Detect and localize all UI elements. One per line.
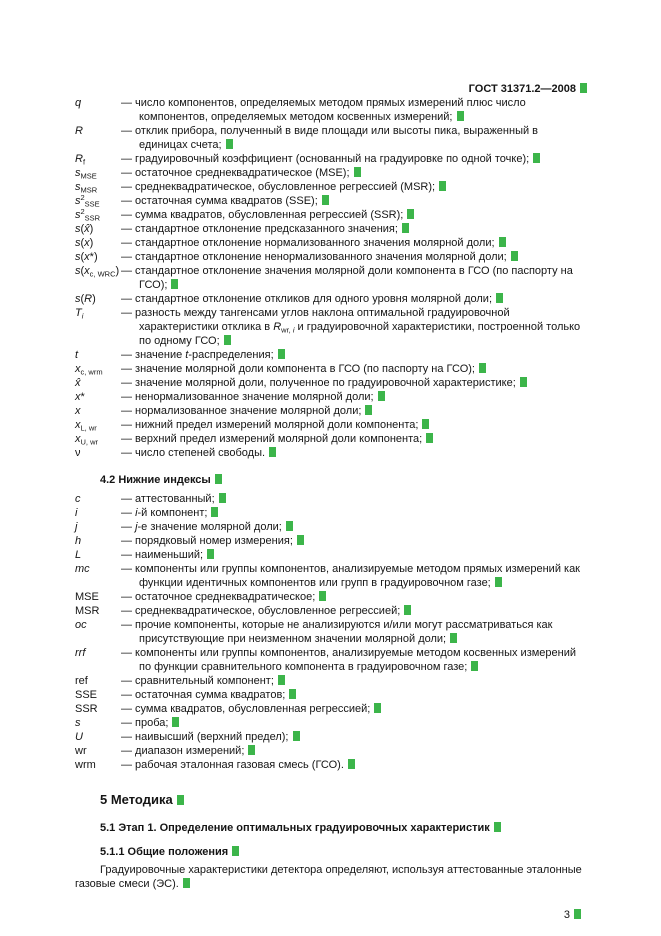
index-row — [75, 506, 587, 520]
index-row — [75, 716, 587, 730]
symbol-row — [75, 348, 587, 362]
symbol-row — [75, 446, 587, 460]
index-row — [75, 562, 587, 590]
symbol-definition: — разность между тангенсами углов наклона оптимальной градуировочной характеристики отклика в $R_{wr, i}$ и градуировочной характеристики, построенной только по одному ГСО; — [121, 306, 587, 348]
index-definition: — порядковый номер измерения; — [121, 534, 587, 548]
section-heading-5-1: 5.1 Этап 1. Определение оптимальных градуировочных характеристик — [100, 821, 587, 835]
symbol-definition: — стандартное отклонение откликов для одного уровня молярной доли; — [121, 292, 587, 306]
symbol-definition: — сумма квадратов, обусловленная регрессией (SSR); — [121, 208, 587, 222]
symbol-term: $x_{L, wr}$ — [75, 419, 97, 433]
symbol-definition: — верхний предел измерений молярной доли компонента; — [121, 432, 587, 446]
index-term: wrm — [75, 759, 96, 771]
index-definition: — диапазон измерений; — [121, 744, 587, 758]
index-row — [75, 548, 587, 562]
index-row — [75, 702, 587, 716]
index-row — [75, 604, 587, 618]
symbol-term: $s_{MSE}$ — [75, 167, 97, 181]
symbol-row — [75, 404, 587, 418]
symbol-row — [75, 362, 587, 376]
symbol-row — [75, 208, 587, 222]
index-term: oc — [75, 619, 87, 631]
symbol-definition: — число степеней свободы. — [121, 446, 587, 460]
symbol-definition: — среднеквадратическое, обусловленное регрессией (MSR); — [121, 180, 587, 194]
symbol-definition: — значение молярной доли компонента в ГСО (по паспорту на ГСО); — [121, 362, 587, 376]
index-term: j — [75, 521, 78, 533]
symbol-row — [75, 152, 587, 166]
symbol-term: s(R) — [75, 293, 96, 305]
index-definition: — аттестованный; — [121, 492, 587, 506]
symbol-row — [75, 180, 587, 194]
symbol-definition: — стандартное отклонение значения молярной доли компонента в ГСО (по паспорту на ГСО); — [121, 264, 587, 292]
symbol-row — [75, 236, 587, 250]
symbol-row — [75, 376, 587, 390]
page-content — [75, 96, 587, 891]
index-definition: — проба; — [121, 716, 587, 730]
index-term: c — [75, 493, 81, 505]
symbol-term: $R_f$ — [75, 153, 86, 167]
index-definition: — сравнительный компонент; — [121, 674, 587, 688]
index-row — [75, 590, 587, 604]
symbol-definition: — стандартное отклонение ненормализованного значения молярной доли; — [121, 250, 587, 264]
symbol-term: x̂ — [75, 377, 81, 389]
index-row — [75, 618, 587, 646]
symbol-definition: — остаточная сумма квадратов (SSE); — [121, 194, 587, 208]
symbol-definition: — ненормализованное значение молярной доли; — [121, 390, 587, 404]
symbol-term: $T_i$ — [75, 307, 84, 321]
index-term: wr — [75, 745, 87, 757]
intro-paragraph: Градуировочные характеристики детектора определяют, используя аттестованные эталонные газовые смеси (ЭС). — [75, 863, 587, 891]
symbol-definition: — значение t-распределения; — [121, 348, 587, 362]
symbol-definition: — нижний предел измерений молярной доли компонента; — [121, 418, 587, 432]
symbol-row — [75, 390, 587, 404]
symbol-term: x — [75, 405, 81, 417]
index-definition: — прочие компоненты, которые не анализируются и/или могут рассматриваться как присутствующие при неизменном значении молярной доли; — [121, 618, 587, 646]
index-term: i — [75, 507, 78, 519]
indices-list — [75, 492, 587, 772]
symbols-list — [75, 96, 587, 460]
symbol-definition: — отклик прибора, полученный в виде площади или высоты пика, выраженный в единицах счета; — [121, 124, 587, 152]
symbol-row — [75, 166, 587, 180]
index-definition: — сумма квадратов, обусловленная регрессией; — [121, 702, 587, 716]
index-term: U — [75, 731, 83, 743]
index-definition: — i-й компонент; — [121, 506, 587, 520]
index-term: MSE — [75, 591, 99, 603]
symbol-term: $x_{c, wrm}$ — [75, 363, 103, 377]
index-definition: — компоненты или группы компонентов, анализируемые методом прямых измерений как функции идентичных компонентов или групп в градуировочном газе; — [121, 562, 587, 590]
index-definition: — наивысший (верхний предел); — [121, 730, 587, 744]
section-heading-4-2: 4.2 Нижние индексы — [100, 473, 587, 487]
symbol-term: s(x̂) — [75, 223, 94, 235]
symbol-definition: — остаточное среднеквадратическое (MSE); — [121, 166, 587, 180]
symbol-term: ν — [75, 447, 81, 459]
index-definition: — среднеквадратическое, обусловленное регрессией; — [121, 604, 587, 618]
index-term: MSR — [75, 605, 100, 617]
index-term: SSR — [75, 703, 98, 715]
symbol-row — [75, 264, 587, 292]
symbol-term: $x_{U, wr}$ — [75, 433, 98, 447]
symbol-definition: — стандартное отклонение предсказанного значения; — [121, 222, 587, 236]
symbol-term: $s_{MSR}$ — [75, 181, 98, 195]
index-term: ref — [75, 675, 88, 687]
index-term: mc — [75, 563, 90, 575]
section-heading-5: 5 Методика — [100, 793, 587, 807]
index-row — [75, 744, 587, 758]
index-definition: — j-е значение молярной доли; — [121, 520, 587, 534]
symbol-row — [75, 96, 587, 124]
index-definition: — рабочая эталонная газовая смесь (ГСО). — [121, 758, 587, 772]
symbol-term: $s(x_{c, WRC})$ — [75, 265, 120, 279]
symbol-term: q — [75, 97, 82, 109]
section-heading-5-1-1: 5.1.1 Общие положения — [100, 845, 587, 859]
symbol-term: t — [75, 349, 79, 361]
symbol-term: $s^2_{SSE}$ — [75, 193, 100, 209]
index-term: L — [75, 549, 82, 561]
symbol-term: R — [75, 125, 83, 137]
index-row — [75, 492, 587, 506]
index-row — [75, 730, 587, 744]
index-term: SSE — [75, 689, 98, 701]
symbol-definition: — значение молярной доли, полученное по градуировочной характеристике; — [121, 376, 587, 390]
symbol-row — [75, 194, 587, 208]
index-row — [75, 688, 587, 702]
symbol-term: $s^2_{SSR}$ — [75, 207, 101, 223]
page-number: 3 — [564, 908, 581, 922]
symbol-row — [75, 222, 587, 236]
doc-number: ГОСТ 31371.2—2008 — [469, 82, 587, 96]
index-row — [75, 674, 587, 688]
symbol-row — [75, 292, 587, 306]
symbol-row — [75, 432, 587, 446]
symbol-definition: — нормализованное значение молярной доли; — [121, 404, 587, 418]
symbol-row — [75, 418, 587, 432]
symbol-term: x* — [75, 391, 85, 403]
index-row — [75, 534, 587, 548]
symbol-term: s(x) — [75, 237, 94, 249]
symbol-row — [75, 124, 587, 152]
index-definition: — наименьший; — [121, 548, 587, 562]
symbol-row — [75, 250, 587, 264]
index-definition: — остаточное среднеквадратическое; — [121, 590, 587, 604]
symbol-row — [75, 306, 587, 348]
index-row — [75, 646, 587, 674]
index-term: rrf — [75, 647, 86, 659]
symbol-definition: — градуировочный коэффициент (основанный на градуировке по одной точке); — [121, 152, 587, 166]
index-term: h — [75, 535, 82, 547]
symbol-definition: — число компонентов, определяемых методом прямых измерений плюс число компонентов, определяемых методом косвенных измерений; — [121, 96, 587, 124]
index-definition: — остаточная сумма квадратов; — [121, 688, 587, 702]
index-row — [75, 758, 587, 772]
symbol-term: s(x*) — [75, 251, 98, 263]
index-definition: — компоненты или группы компонентов, анализируемые методом косвенных измерений по функции сравнительного компонента в градуировочном газе; — [121, 646, 587, 674]
symbol-definition: — стандартное отклонение нормализованного значения молярной доли; — [121, 236, 587, 250]
index-row — [75, 520, 587, 534]
index-term: s — [75, 717, 81, 729]
